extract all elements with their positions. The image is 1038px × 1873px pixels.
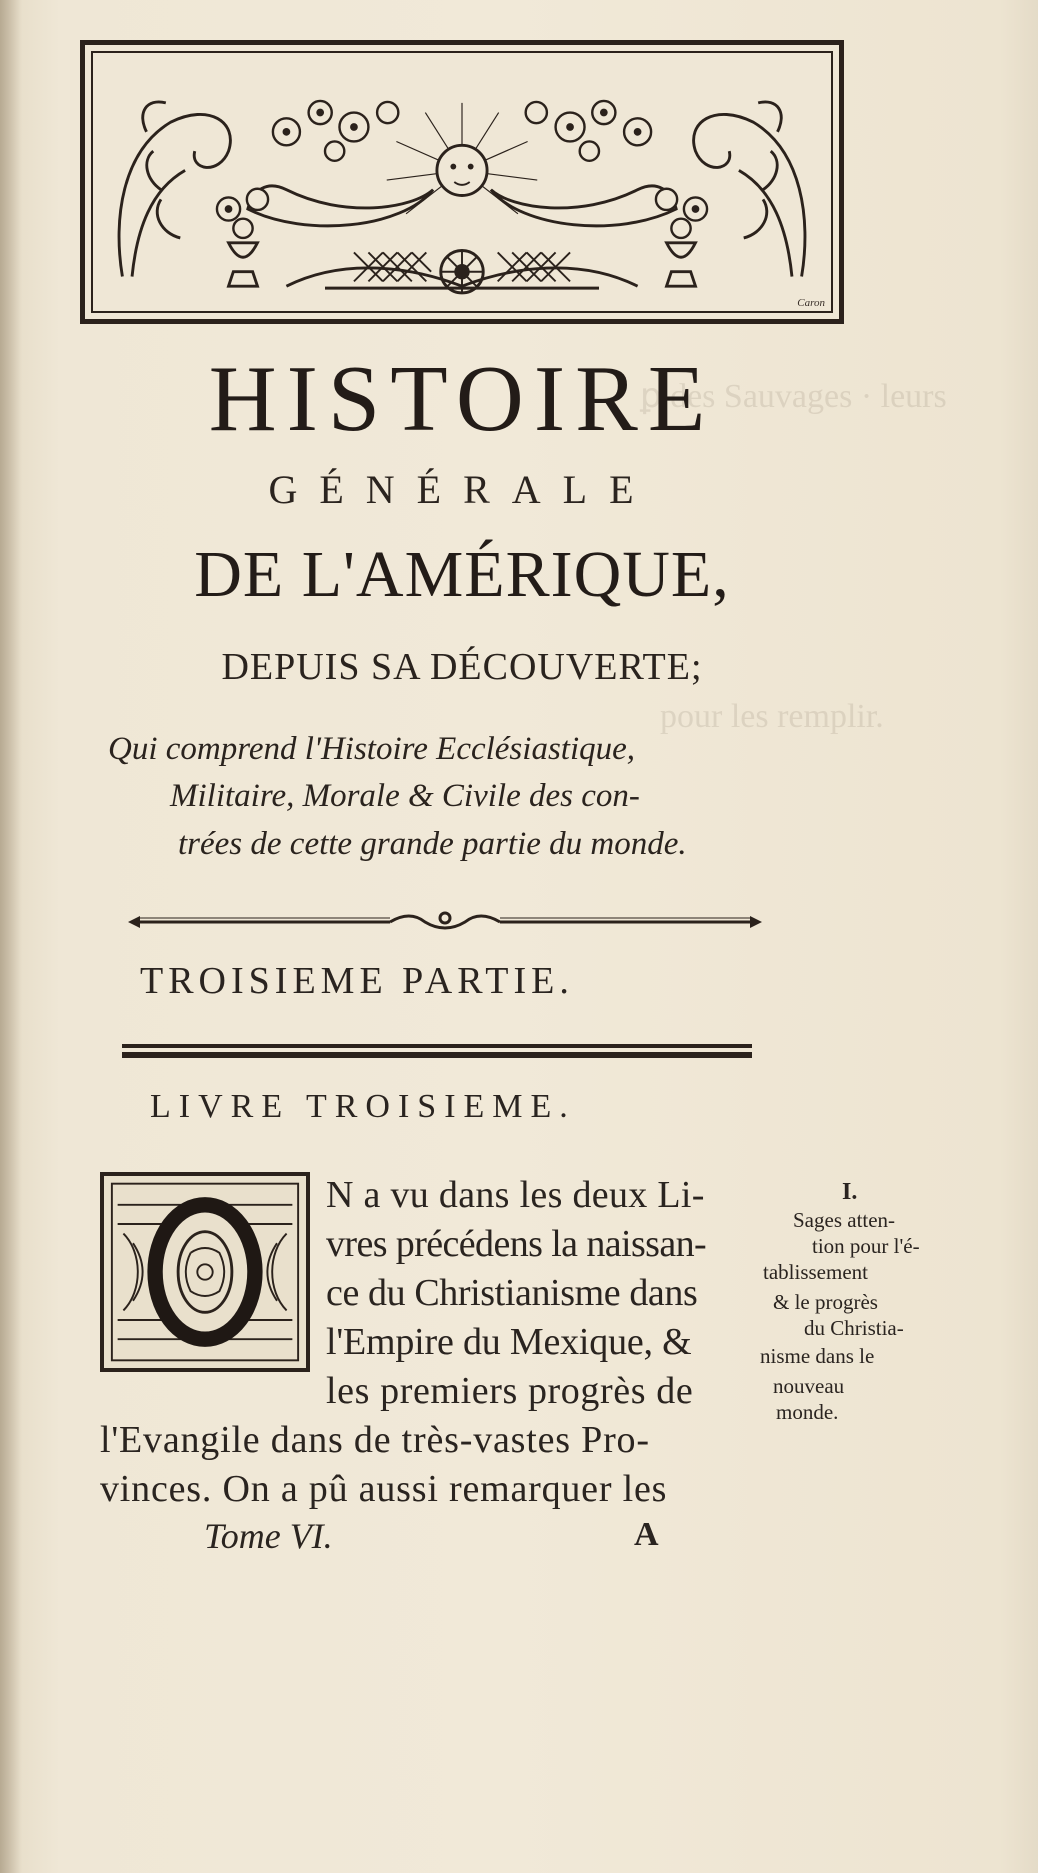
body-text-line: N a vu dans les deux Li-	[326, 1174, 705, 1216]
engraver-signature: Caron	[797, 297, 825, 309]
ornamental-rule	[120, 904, 770, 940]
double-rule	[122, 1042, 752, 1060]
gathering-signature: A	[634, 1516, 659, 1553]
body-text-line: ce du Christianisme dans	[326, 1272, 698, 1314]
margin-note-line: Sages atten-	[793, 1208, 896, 1232]
title-histoire: HISTOIRE	[208, 347, 716, 451]
volume-signature: Tome VI.	[204, 1516, 333, 1556]
gutter-shadow	[0, 0, 22, 1873]
body-text-line: l'Empire du Mexique, &	[326, 1321, 692, 1363]
body-text-line: les premiers progrès de	[326, 1370, 694, 1412]
subtitle-line: Militaire, Morale & Civile des con-	[170, 778, 640, 814]
margin-note-line: monde.	[776, 1400, 839, 1424]
decorated-initial	[100, 1172, 310, 1372]
show-through-text: pour les remplir.	[660, 698, 884, 735]
initial-letter-o	[104, 1176, 306, 1368]
headband-ornament	[80, 40, 844, 324]
title-depuis: DEPUIS SA DÉCOUVERTE;	[221, 646, 703, 688]
margin-note-line: tion pour l'é-	[812, 1234, 920, 1258]
show-through-text: ꝑ des Sauvages · leurs	[640, 378, 947, 415]
margin-note-number: I.	[842, 1179, 858, 1205]
subtitle-line: Qui comprend l'Histoire Ecclésiastique,	[108, 731, 636, 767]
body-text-line: vinces. On a pû aussi remarquer les	[100, 1468, 668, 1510]
title-generale: GÉNÉRALE	[268, 467, 656, 512]
title-amerique: DE L'AMÉRIQUE,	[194, 538, 730, 611]
margin-note-line: tablissement	[763, 1260, 868, 1284]
subtitle-line: trées de cette grande partie du monde.	[178, 826, 687, 862]
margin-note-line: & le progrès	[773, 1290, 878, 1314]
margin-note-line: nouveau	[773, 1374, 845, 1398]
body-text-line: vres précédens la naissan-	[326, 1223, 707, 1265]
floral-cornucopia-ornament	[85, 45, 839, 319]
part-heading: TROISIEME PARTIE.	[140, 960, 574, 1002]
margin-note-line: nisme dans le	[760, 1344, 875, 1368]
book-heading: LIVRE TROISIEME.	[150, 1088, 576, 1125]
body-text-line: l'Evangile dans de très-vastes Pro-	[100, 1419, 650, 1461]
margin-note-line: du Christia-	[804, 1316, 904, 1340]
